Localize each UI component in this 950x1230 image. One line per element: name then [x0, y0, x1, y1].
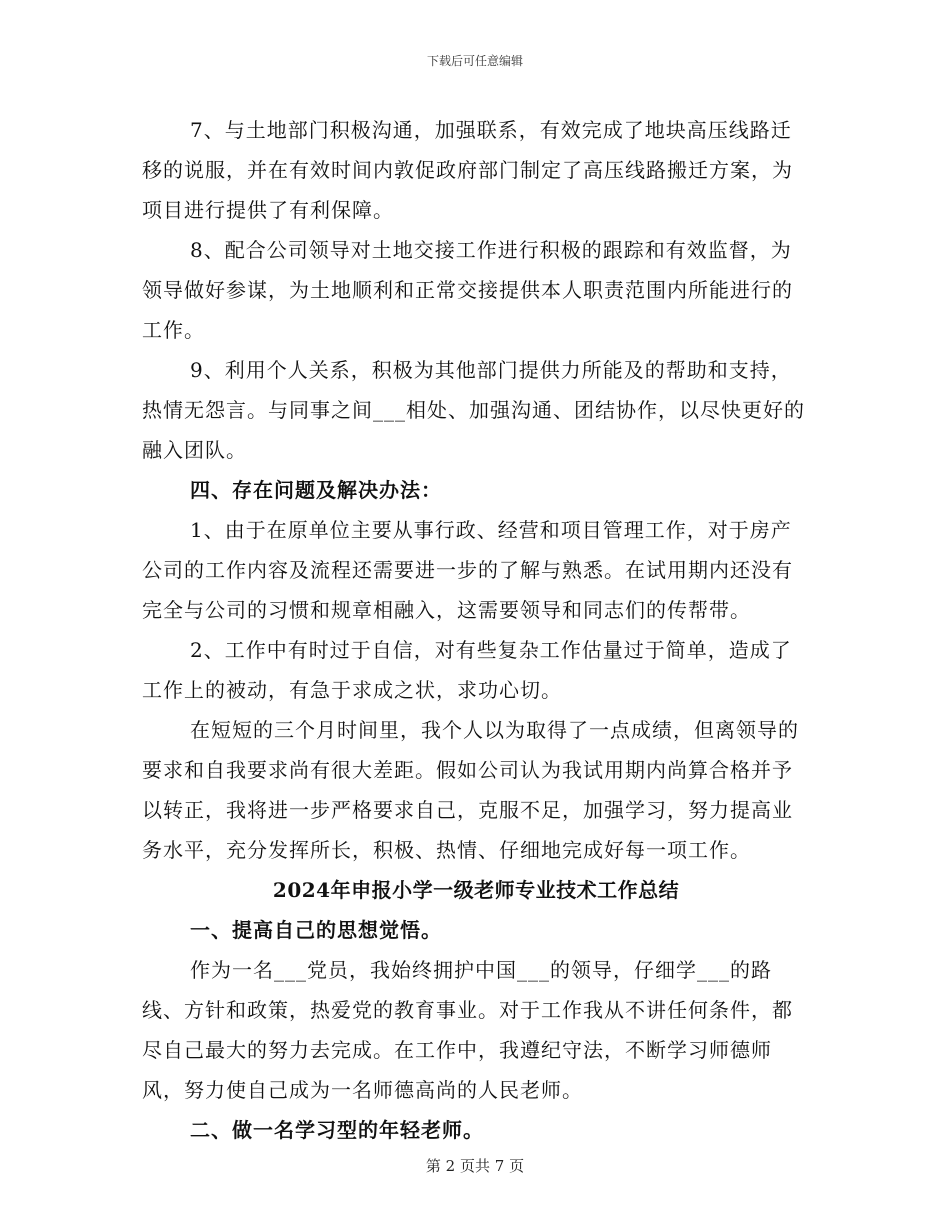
paragraph-awareness: 作为一名___党员，我始终拥护中国___的领导，仔细学___的路线、方针和政策，热爱党的教育事业。对于工作我从不讲任何条件，都尽自己最大的努力去完成。在工作中，我遵纪守法，不断学习师德师风，努力使自己成为一名师德高尚的人民老师。 [142, 958, 793, 1102]
paragraph-conclusion: 在短短的三个月时间里，我个人以为取得了一点成绩，但离领导的要求和自我要求尚有很大差距。假如公司认为我试用期内尚算合格并予以转正，我将进一步严格要求自己，克服不足，加强学习，努力提高业务水平，充分发挥所长，积极、热情、仔细地完成好每一项工作。 [142, 718, 799, 862]
document-title: 2024年申报小学一级老师专业技术工作总结 [272, 878, 680, 902]
section-heading-learning: 二、做一名学习型的年轻老师。 [190, 1118, 484, 1142]
paragraph-problem-1: 1、由于在原单位主要从事行政、经营和项目管理工作，对于房产公司的工作内容及流程还需要进一步的了解与熟悉。在试用期内还没有完全与公司的习惯和规章相融入，这需要领导和同志们的传帮带。 [142, 518, 793, 622]
section-heading-awareness: 一、提高自己的思想觉悟。 [190, 918, 442, 942]
paragraph-item-8: 8、配合公司领导对土地交接工作进行积极的跟踪和有效监督，为领导做好参谋，为土地顺利和正常交接提供本人职责范围内所能进行的工作。 [142, 238, 793, 342]
page-header: 下载后可任意编辑 [426, 54, 523, 68]
section-heading-problems: 四、存在问题及解决办法： [190, 478, 442, 502]
document-body [142, 110, 810, 1150]
paragraph-problem-2: 2、工作中有时过于自信，对有些复杂工作估量过于简单，造成了工作上的被动，有急于求成之状，求功心切。 [142, 638, 792, 702]
paragraph-item-9: 9、利用个人关系，积极为其他部门提供力所能及的帮助和支持，热情无怨言。与同事之间___相处、加强沟通、团结协作，以尽快更好的融入团队。 [142, 358, 805, 462]
page-footer: 第 2 页共 7 页 [425, 1157, 525, 1175]
paragraph-item-7: 7、与土地部门积极沟通，加强联系，有效完成了地块高压线路迁移的说服，并在有效时间内敦促政府部门制定了高压线路搬迁方案，为项目进行提供了有利保障。 [142, 118, 793, 222]
